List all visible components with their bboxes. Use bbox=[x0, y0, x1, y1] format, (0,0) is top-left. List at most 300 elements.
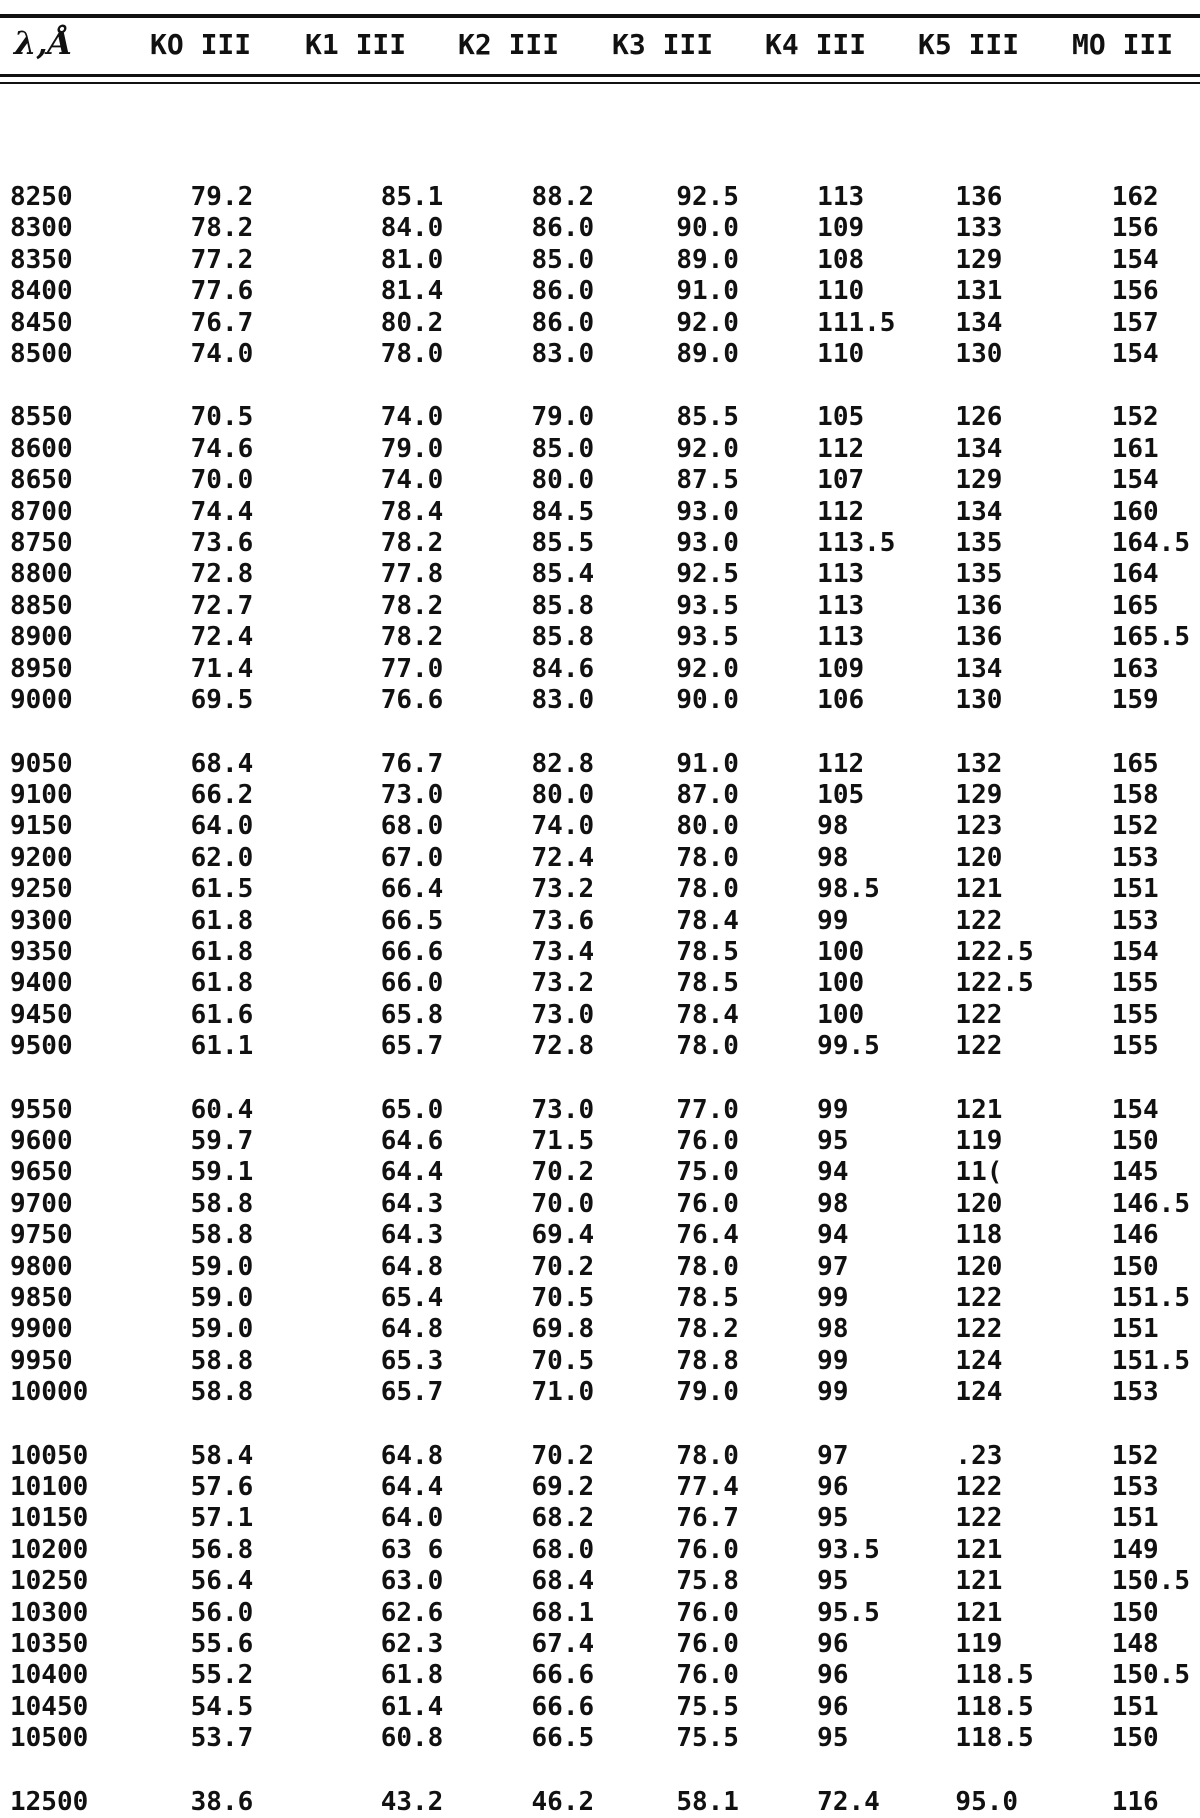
value-cell: 98 bbox=[817, 811, 849, 842]
wavelength-cell: 10450 bbox=[10, 1691, 89, 1722]
header-k1-iii: K1 III bbox=[305, 28, 407, 61]
value-cell: 78.0 bbox=[676, 1251, 739, 1282]
wavelength-cell: 8950 bbox=[10, 653, 73, 684]
table-row bbox=[0, 1503, 1190, 1534]
value-cell: .23 bbox=[955, 1440, 1003, 1471]
value-cell: 95 bbox=[817, 1503, 849, 1534]
value-cell: 79.0 bbox=[676, 1377, 739, 1408]
value-cell: 84.5 bbox=[531, 496, 595, 527]
value-cell: 76.7 bbox=[676, 1503, 739, 1534]
value-cell: 120 bbox=[955, 1251, 1003, 1282]
header-m0-iii: MO III bbox=[1072, 28, 1174, 61]
value-cell: 68.4 bbox=[531, 1566, 595, 1597]
value-cell: 73.6 bbox=[190, 528, 254, 559]
value-cell: 63.0 bbox=[380, 1566, 444, 1597]
table-row bbox=[0, 434, 1190, 465]
value-cell: 120 bbox=[955, 1188, 1003, 1219]
wavelength-cell: 10150 bbox=[10, 1503, 89, 1534]
value-cell: 72.4 bbox=[531, 842, 595, 873]
value-cell: 68.2 bbox=[531, 1503, 595, 1534]
value-cell: 150.5 bbox=[1111, 1660, 1190, 1691]
value-cell: 56.4 bbox=[190, 1566, 254, 1597]
value-cell: 151 bbox=[1111, 874, 1159, 905]
value-cell: 113 bbox=[817, 559, 865, 590]
value-cell: 98 bbox=[817, 1188, 849, 1219]
value-cell: 99 bbox=[817, 905, 849, 936]
value-cell: 93.5 bbox=[676, 622, 739, 653]
table-row bbox=[0, 1189, 1190, 1220]
wavelength-cell: 8500 bbox=[10, 339, 73, 370]
value-cell: 38.6 bbox=[190, 1786, 254, 1817]
value-cell: 92.0 bbox=[676, 433, 739, 464]
value-cell: 59.0 bbox=[190, 1314, 254, 1345]
value-cell: 165 bbox=[1111, 590, 1159, 621]
value-cell: 96 bbox=[817, 1629, 849, 1660]
value-cell: 105 bbox=[817, 779, 865, 810]
value-cell: 119 bbox=[955, 1629, 1003, 1660]
value-cell: 83.0 bbox=[531, 685, 595, 716]
wavelength-cell: 8750 bbox=[10, 528, 73, 559]
value-cell: 155 bbox=[1111, 968, 1159, 999]
value-cell: 100 bbox=[817, 968, 865, 999]
value-cell: 122 bbox=[955, 1283, 1003, 1313]
value-cell: 79.0 bbox=[531, 402, 595, 433]
value-cell: 93.5 bbox=[676, 590, 739, 621]
value-cell: 54.5 bbox=[190, 1691, 254, 1722]
value-cell: 73.2 bbox=[531, 874, 595, 905]
value-cell: 72.4 bbox=[817, 1786, 880, 1817]
value-cell: 69.8 bbox=[531, 1314, 595, 1345]
value-cell: 64.4 bbox=[380, 1157, 444, 1188]
value-cell: 150 bbox=[1111, 1125, 1159, 1156]
value-cell: 164.5 bbox=[1111, 528, 1190, 559]
value-cell: 124 bbox=[955, 1377, 1003, 1408]
value-cell: 65.7 bbox=[380, 1377, 444, 1408]
value-cell: 135 bbox=[955, 559, 1003, 590]
value-cell: 61.8 bbox=[380, 1660, 444, 1691]
wavelength-cell: 9100 bbox=[10, 779, 73, 810]
value-cell: 108 bbox=[817, 244, 865, 275]
value-cell: 150.5 bbox=[1111, 1566, 1190, 1597]
value-cell: 146.5 bbox=[1111, 1188, 1190, 1219]
value-cell: 73.6 bbox=[531, 905, 595, 936]
value-cell: 73.0 bbox=[380, 779, 444, 810]
table-row bbox=[0, 1660, 1190, 1691]
value-cell: 70.5 bbox=[531, 1345, 595, 1376]
group-spacer bbox=[0, 370, 1190, 402]
value-cell: 122 bbox=[955, 1031, 1003, 1062]
wavelength-cell: 9900 bbox=[10, 1314, 73, 1345]
value-cell: 68.1 bbox=[531, 1597, 595, 1628]
value-cell: 72.4 bbox=[190, 622, 254, 653]
value-cell: 106 bbox=[817, 685, 865, 716]
table-row bbox=[0, 1095, 1190, 1126]
value-cell: 129 bbox=[955, 779, 1003, 810]
value-cell: 119 bbox=[955, 1125, 1003, 1156]
table-row bbox=[0, 591, 1190, 622]
value-cell: 121 bbox=[955, 1094, 1003, 1125]
value-cell: 97 bbox=[817, 1440, 849, 1471]
value-cell: 88.2 bbox=[531, 182, 595, 212]
value-cell: 113.5 bbox=[817, 528, 896, 559]
value-cell: 112 bbox=[817, 496, 865, 527]
value-cell: 82.8 bbox=[531, 748, 595, 779]
value-cell: 70.0 bbox=[531, 1188, 595, 1219]
value-cell: 153 bbox=[1111, 1377, 1159, 1408]
value-cell: 70.5 bbox=[190, 402, 254, 433]
wavelength-cell: 8650 bbox=[10, 465, 73, 496]
value-cell: 60.4 bbox=[190, 1094, 254, 1125]
table-row bbox=[0, 685, 1190, 716]
value-cell: 105 bbox=[817, 402, 865, 433]
value-cell: 92.5 bbox=[676, 182, 739, 212]
value-cell: 87.5 bbox=[676, 465, 739, 496]
value-cell: 64.4 bbox=[380, 1472, 444, 1503]
spacer-cell bbox=[0, 1755, 1190, 1787]
value-cell: 124 bbox=[955, 1345, 1003, 1376]
value-cell: 80.0 bbox=[531, 465, 595, 496]
value-cell: 70.2 bbox=[531, 1251, 595, 1282]
wavelength-cell: 9800 bbox=[10, 1251, 73, 1282]
value-cell: 78.5 bbox=[676, 1283, 739, 1313]
value-cell: 134 bbox=[955, 307, 1003, 338]
value-cell: 66.6 bbox=[531, 1660, 595, 1691]
value-cell: 58.8 bbox=[190, 1188, 254, 1219]
value-cell: 64.8 bbox=[380, 1251, 444, 1282]
value-cell: 118.5 bbox=[955, 1660, 1034, 1691]
value-cell: 156 bbox=[1111, 213, 1159, 244]
value-cell: 80.2 bbox=[380, 307, 444, 338]
value-cell: 76.0 bbox=[676, 1534, 739, 1565]
value-cell: 109 bbox=[817, 653, 865, 684]
value-cell: 151.5 bbox=[1111, 1345, 1190, 1376]
value-cell: 156 bbox=[1111, 276, 1159, 307]
value-cell: 81.0 bbox=[380, 244, 444, 275]
value-cell: 90.0 bbox=[676, 685, 739, 716]
value-cell: 81.4 bbox=[380, 276, 444, 307]
value-cell: 62.3 bbox=[380, 1629, 444, 1660]
value-cell: 59.7 bbox=[190, 1125, 254, 1156]
value-cell: 77.4 bbox=[676, 1472, 739, 1503]
table-row bbox=[0, 874, 1190, 905]
value-cell: 76.4 bbox=[676, 1220, 739, 1251]
value-cell: 66.6 bbox=[380, 936, 444, 967]
value-cell: 99 bbox=[817, 1345, 849, 1376]
value-cell: 78.2 bbox=[380, 528, 444, 559]
value-cell: 85.8 bbox=[531, 622, 595, 653]
value-cell: 76.6 bbox=[380, 685, 444, 716]
value-cell: 69.4 bbox=[531, 1220, 595, 1251]
table-row bbox=[0, 1000, 1190, 1031]
value-cell: 122 bbox=[955, 1503, 1003, 1534]
table-row bbox=[0, 182, 1190, 213]
value-cell: 85.5 bbox=[676, 402, 739, 433]
value-cell: 85.1 bbox=[380, 182, 444, 212]
value-cell: 55.2 bbox=[190, 1660, 254, 1691]
value-cell: 113 bbox=[817, 182, 865, 212]
value-cell: 77.8 bbox=[380, 559, 444, 590]
table-row bbox=[0, 1252, 1190, 1283]
wavelength-cell: 8550 bbox=[10, 402, 73, 433]
wavelength-cell: 8700 bbox=[10, 496, 73, 527]
value-cell: 58.8 bbox=[190, 1377, 254, 1408]
group-spacer bbox=[0, 1063, 1190, 1095]
value-cell: 146 bbox=[1111, 1220, 1159, 1251]
value-cell: 60.8 bbox=[380, 1723, 444, 1754]
value-cell: 116 bbox=[1111, 1786, 1159, 1817]
value-cell: 72.8 bbox=[190, 559, 254, 590]
value-cell: 56.8 bbox=[190, 1534, 254, 1565]
value-cell: 109 bbox=[817, 213, 865, 244]
value-cell: 95 bbox=[817, 1723, 849, 1754]
value-cell: 57.1 bbox=[190, 1503, 254, 1534]
wavelength-cell: 12500 bbox=[10, 1786, 89, 1817]
value-cell: 120 bbox=[955, 842, 1003, 873]
header-k3-iii: K3 III bbox=[612, 28, 714, 61]
value-cell: 122.5 bbox=[955, 968, 1034, 999]
value-cell: 133 bbox=[955, 213, 1003, 244]
value-cell: 165.5 bbox=[1111, 622, 1190, 653]
value-cell: 66.4 bbox=[380, 874, 444, 905]
value-cell: 67.4 bbox=[531, 1629, 595, 1660]
wavelength-cell: 9700 bbox=[10, 1188, 73, 1219]
value-cell: 154 bbox=[1111, 465, 1159, 496]
value-cell: 91.0 bbox=[676, 748, 739, 779]
value-cell: 78.4 bbox=[380, 496, 444, 527]
value-cell: 66.2 bbox=[190, 779, 254, 810]
value-cell: 63 6 bbox=[380, 1534, 444, 1565]
value-cell: 66.6 bbox=[531, 1691, 595, 1722]
wavelength-cell: 9400 bbox=[10, 968, 73, 999]
wavelength-cell: 9600 bbox=[10, 1125, 73, 1156]
table-row bbox=[0, 1598, 1190, 1629]
value-cell: 74.0 bbox=[380, 402, 444, 433]
value-cell: 68.0 bbox=[531, 1534, 595, 1565]
value-cell: 121 bbox=[955, 1534, 1003, 1565]
value-cell: 96 bbox=[817, 1691, 849, 1722]
value-cell: 123 bbox=[955, 811, 1003, 842]
value-cell: 95.0 bbox=[955, 1786, 1019, 1817]
value-cell: 121 bbox=[955, 1566, 1003, 1597]
table-row bbox=[0, 1723, 1190, 1754]
wavelength-cell: 10200 bbox=[10, 1534, 89, 1565]
value-cell: 152 bbox=[1111, 402, 1159, 433]
value-cell: 78.0 bbox=[676, 842, 739, 873]
value-cell: 74.0 bbox=[380, 465, 444, 496]
value-cell: 69.2 bbox=[531, 1472, 595, 1503]
table-row bbox=[0, 1535, 1190, 1566]
wavelength-cell: 8900 bbox=[10, 622, 73, 653]
wavelength-cell: 10300 bbox=[10, 1597, 89, 1628]
value-cell: 99 bbox=[817, 1283, 849, 1313]
value-cell: 100 bbox=[817, 999, 865, 1030]
value-cell: 134 bbox=[955, 496, 1003, 527]
value-cell: 73.4 bbox=[531, 936, 595, 967]
value-cell: 73.0 bbox=[531, 1094, 595, 1125]
value-cell: 110 bbox=[817, 339, 865, 370]
wavelength-cell: 8300 bbox=[10, 213, 73, 244]
value-cell: 163 bbox=[1111, 653, 1159, 684]
value-cell: 161 bbox=[1111, 433, 1159, 464]
value-cell: 74.0 bbox=[190, 339, 254, 370]
value-cell: 61.6 bbox=[190, 999, 254, 1030]
value-cell: 64.6 bbox=[380, 1125, 444, 1156]
value-cell: 75.5 bbox=[676, 1691, 739, 1722]
table-row bbox=[0, 497, 1190, 528]
value-cell: 61.4 bbox=[380, 1691, 444, 1722]
data-table-body bbox=[0, 182, 1190, 1818]
value-cell: 64.8 bbox=[380, 1314, 444, 1345]
wavelength-cell: 8800 bbox=[10, 559, 73, 590]
value-cell: 95 bbox=[817, 1125, 849, 1156]
value-cell: 98.5 bbox=[817, 874, 880, 905]
value-cell: 152 bbox=[1111, 811, 1159, 842]
value-cell: 78.4 bbox=[676, 999, 739, 1030]
value-cell: 59.1 bbox=[190, 1157, 254, 1188]
value-cell: 154 bbox=[1111, 244, 1159, 275]
value-cell: 130 bbox=[955, 339, 1003, 370]
value-cell: 91.0 bbox=[676, 276, 739, 307]
value-cell: 113 bbox=[817, 622, 865, 653]
value-cell: 75.5 bbox=[676, 1723, 739, 1754]
value-cell: 80.0 bbox=[676, 811, 739, 842]
wavelength-cell: 9550 bbox=[10, 1094, 73, 1125]
value-cell: 160 bbox=[1111, 496, 1159, 527]
wavelength-cell: 10400 bbox=[10, 1660, 89, 1691]
value-cell: 107 bbox=[817, 465, 865, 496]
value-cell: 65.8 bbox=[380, 999, 444, 1030]
value-cell: 155 bbox=[1111, 999, 1159, 1030]
value-cell: 64.0 bbox=[190, 811, 254, 842]
value-cell: 150 bbox=[1111, 1251, 1159, 1282]
value-cell: 73.2 bbox=[531, 968, 595, 999]
wavelength-cell: 8400 bbox=[10, 276, 73, 307]
value-cell: 93.0 bbox=[676, 528, 739, 559]
table-row bbox=[0, 276, 1190, 307]
value-cell: 94 bbox=[817, 1220, 849, 1251]
header-rule-lower bbox=[0, 82, 1200, 84]
value-cell: 68.4 bbox=[190, 748, 254, 779]
value-cell: 58.8 bbox=[190, 1345, 254, 1376]
group-spacer bbox=[0, 1755, 1190, 1787]
value-cell: 85.4 bbox=[531, 559, 595, 590]
value-cell: 110 bbox=[817, 276, 865, 307]
value-cell: 66.5 bbox=[380, 905, 444, 936]
table-row bbox=[0, 1377, 1190, 1408]
value-cell: 121 bbox=[955, 1597, 1003, 1628]
table-row bbox=[0, 811, 1190, 842]
value-cell: 89.0 bbox=[676, 339, 739, 370]
value-cell: 158 bbox=[1111, 779, 1159, 810]
value-cell: 154 bbox=[1111, 1094, 1159, 1125]
value-cell: 153 bbox=[1111, 1472, 1159, 1503]
value-cell: 92.0 bbox=[676, 307, 739, 338]
value-cell: 61.5 bbox=[190, 874, 254, 905]
value-cell: 65.0 bbox=[380, 1094, 444, 1125]
wavelength-cell: 9450 bbox=[10, 999, 73, 1030]
value-cell: 74.4 bbox=[190, 496, 254, 527]
value-cell: 65.7 bbox=[380, 1031, 444, 1062]
value-cell: 95.5 bbox=[817, 1597, 880, 1628]
value-cell: 75.8 bbox=[676, 1566, 739, 1597]
table-row bbox=[0, 402, 1190, 433]
wavelength-cell: 9850 bbox=[10, 1283, 73, 1313]
value-cell: 80.0 bbox=[531, 779, 595, 810]
value-cell: 53.7 bbox=[190, 1723, 254, 1754]
spacer-cell bbox=[0, 370, 1190, 402]
table-row bbox=[0, 308, 1190, 339]
table-row bbox=[0, 559, 1190, 590]
value-cell: 112 bbox=[817, 748, 865, 779]
table-row bbox=[0, 1314, 1190, 1345]
wavelength-cell: 9350 bbox=[10, 936, 73, 967]
value-cell: 96 bbox=[817, 1660, 849, 1691]
table-row bbox=[0, 1283, 1190, 1314]
value-cell: 122 bbox=[955, 1314, 1003, 1345]
group-spacer bbox=[0, 1409, 1190, 1441]
value-cell: 78.2 bbox=[380, 590, 444, 621]
value-cell: 162 bbox=[1111, 182, 1159, 212]
value-cell: 46.2 bbox=[531, 1786, 595, 1817]
value-cell: 118.5 bbox=[955, 1691, 1034, 1722]
wavelength-cell: 9300 bbox=[10, 905, 73, 936]
value-cell: 78.5 bbox=[676, 936, 739, 967]
value-cell: 70.2 bbox=[531, 1157, 595, 1188]
value-cell: 69.5 bbox=[190, 685, 254, 716]
value-cell: 78.0 bbox=[676, 1031, 739, 1062]
value-cell: 118 bbox=[955, 1220, 1003, 1251]
value-cell: 130 bbox=[955, 685, 1003, 716]
wavelength-cell: 10100 bbox=[10, 1472, 89, 1503]
value-cell: 61.8 bbox=[190, 936, 254, 967]
value-cell: 84.0 bbox=[380, 213, 444, 244]
value-cell: 71.5 bbox=[531, 1125, 595, 1156]
value-cell: 64.3 bbox=[380, 1220, 444, 1251]
value-cell: 122 bbox=[955, 999, 1003, 1030]
value-cell: 153 bbox=[1111, 842, 1159, 873]
value-cell: 145 bbox=[1111, 1157, 1159, 1188]
value-cell: 76.0 bbox=[676, 1660, 739, 1691]
value-cell: 164 bbox=[1111, 559, 1159, 590]
wavelength-cell: 9950 bbox=[10, 1345, 73, 1376]
value-cell: 97 bbox=[817, 1251, 849, 1282]
value-cell: 64.0 bbox=[380, 1503, 444, 1534]
value-cell: 55.6 bbox=[190, 1629, 254, 1660]
value-cell: 76.0 bbox=[676, 1597, 739, 1628]
table-row bbox=[0, 213, 1190, 244]
table-row bbox=[0, 1157, 1190, 1188]
value-cell: 72.8 bbox=[531, 1031, 595, 1062]
value-cell: 77.0 bbox=[380, 653, 444, 684]
header-k4-iii: K4 III bbox=[765, 28, 867, 61]
value-cell: 83.0 bbox=[531, 339, 595, 370]
value-cell: 132 bbox=[955, 748, 1003, 779]
value-cell: 64.8 bbox=[380, 1440, 444, 1471]
value-cell: 100 bbox=[817, 936, 865, 967]
table-row bbox=[0, 1472, 1190, 1503]
value-cell: 87.0 bbox=[676, 779, 739, 810]
value-cell: 73.0 bbox=[531, 999, 595, 1030]
header-k0-iii: KO III bbox=[150, 28, 252, 61]
table-row bbox=[0, 528, 1190, 559]
table-row bbox=[0, 968, 1190, 999]
value-cell: 126 bbox=[955, 402, 1003, 433]
value-cell: 157 bbox=[1111, 307, 1159, 338]
table-row bbox=[0, 906, 1190, 937]
wavelength-cell: 8450 bbox=[10, 307, 73, 338]
value-cell: 78.0 bbox=[380, 339, 444, 370]
value-cell: 61.8 bbox=[190, 905, 254, 936]
